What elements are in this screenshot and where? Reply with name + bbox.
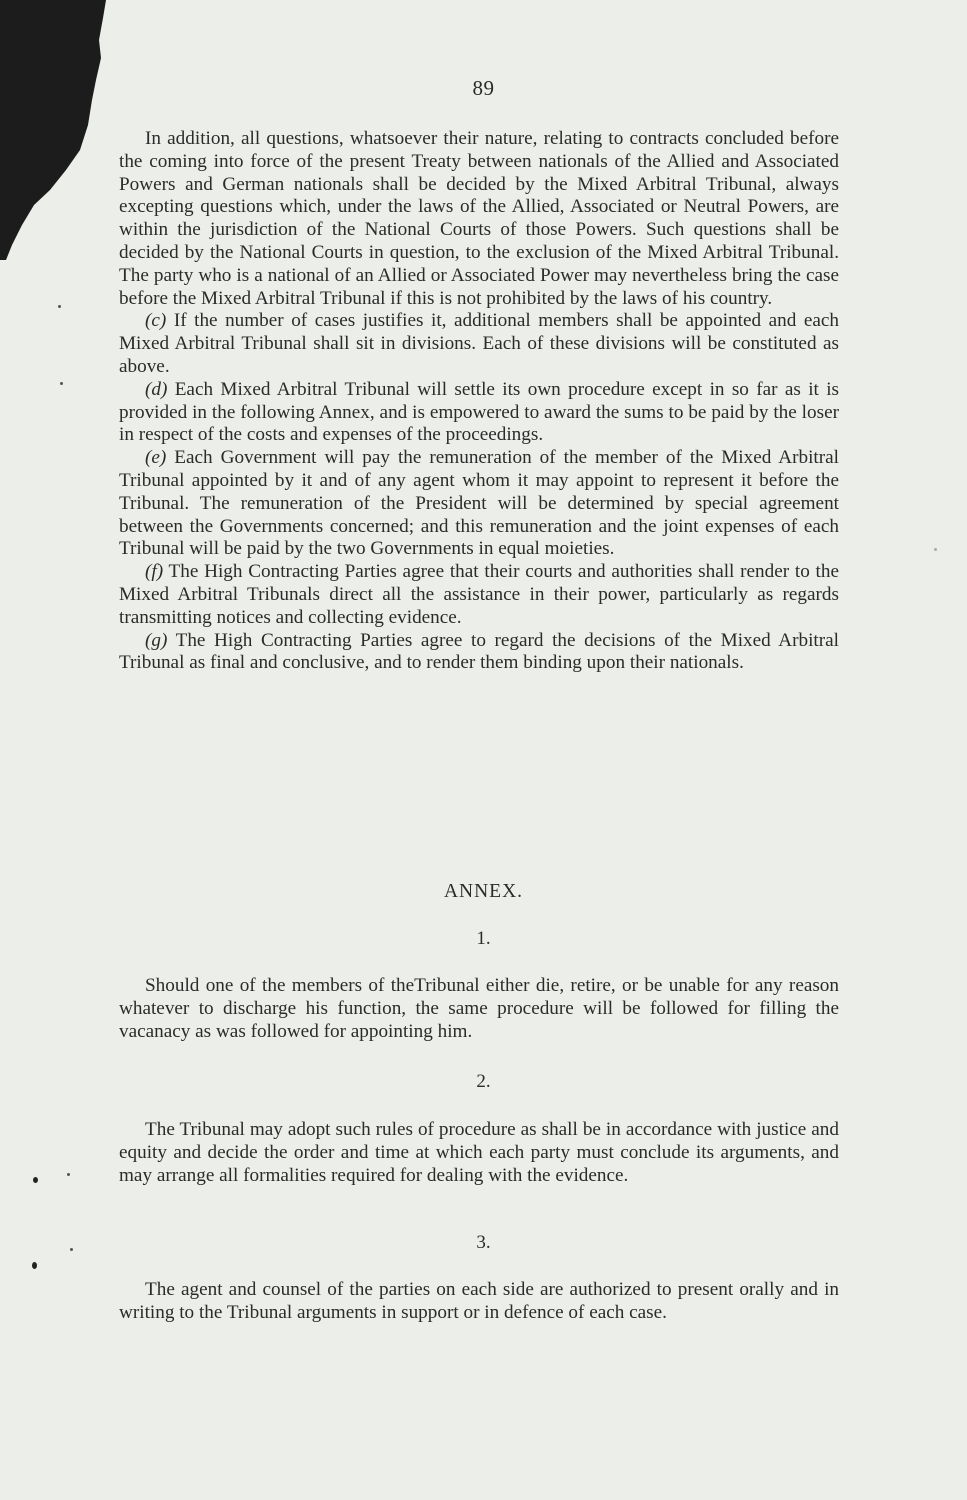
torn-page-edge [0, 0, 110, 260]
annex-title: ANNEX. [443, 881, 524, 902]
page-speck [934, 548, 937, 551]
annex-section-number: 1. [476, 928, 491, 949]
paragraph-f-text: The High Contracting Parties agree that their courts and authorities shall render to the Mixed Arbitral Tribunals direct all the assistance in their power, particularly as regards transmitting notices and collecting evidence. [119, 561, 839, 628]
clause-label-c: (c) [145, 310, 167, 332]
paragraph-d-text: Each Mixed Arbitral Tribunal will settle its own procedure except in so far as it is provided in the following Annex, and is empowered to award the sums to be paid by the loser in respect of the costs and expenses of the proceedings. [119, 378, 839, 446]
paragraph-d [119, 379, 839, 447]
paragraph-c [119, 310, 839, 378]
annex-section-number: 2. [476, 1071, 491, 1092]
clause-label-d: (d) [145, 378, 168, 400]
page-speck [60, 382, 63, 385]
annex-section-text: The agent and counsel of the parties on each side are authorized to present orally and in writing to the Tribunal arguments in support or in defence of each case. [119, 1279, 839, 1323]
clause-label-g: (g) [145, 629, 168, 651]
page-speck [67, 1173, 70, 1176]
paragraph-g-text: The High Contracting Parties agree to regard the decisions of the Mixed Arbitral Tribunal as final and conclusive, and to render them binding upon their nationals. [119, 629, 839, 674]
paragraph-g [119, 630, 839, 676]
paragraph-c-text: If the number of cases justifies it, additional members shall be appointed and each Mixed Arbitral Tribunal shall sit in divisions. Each of these divisions will be constituted as above. [119, 310, 839, 377]
article-body [119, 128, 839, 675]
paragraph-e [119, 447, 839, 561]
clause-label-f: (f) [145, 561, 164, 583]
paragraph-e-text: Each Government will pay the remuneration of the member of the Mixed Arbitral Tribunal appointed by it and of any agent whom it may appoint to represent it before the Tribunal. The remuneration of the President will be determined by special agreement between the Governments concerned; and this remuneration and the joint expenses of each Tribunal will be paid by the two Governments in equal moieties. [119, 447, 839, 560]
paragraph-f [119, 561, 839, 629]
annex-section-text: The Tribunal may adopt such rules of procedure as shall be in accordance with justice and equity and decide the order and time at which each party must conclude its arguments, and may arrange all formalities required for dealing with the evidence. [119, 1119, 839, 1186]
clause-label-e: (e) [145, 447, 167, 469]
page-number: 89 [472, 76, 495, 100]
annex-section-text: Should one of the members of theTribunal either die, retire, or be unable for any reason whatever to discharge his function, the same procedure will be followed for filling the vacanacy as was followed for appointing him. [119, 975, 839, 1042]
page-speck [33, 1177, 38, 1183]
paragraph-intro: In addition, all questions, whatsoever their nature, relating to contracts concluded before the coming into force of the present Treaty between nationals of the Allied and Associated Powers and German nationals shall be decided by the Mixed Arbitral Tribunal, always excepting questions which, under the laws of the Allied, Associated or Neutral Powers, are within the jurisdiction of the National Courts of those Powers. Such questions shall be decided by the National Courts in question, to the exclusion of the Mixed Arbitral Tribunal. The party who is a national of an Allied or Associated Power may nevertheless bring the case before the Mixed Arbitral Tribunal if this is not prohibited by the laws of his country. [119, 128, 839, 309]
page-speck [32, 1262, 37, 1269]
page-speck [58, 305, 61, 308]
annex-section-number: 3. [476, 1232, 491, 1253]
